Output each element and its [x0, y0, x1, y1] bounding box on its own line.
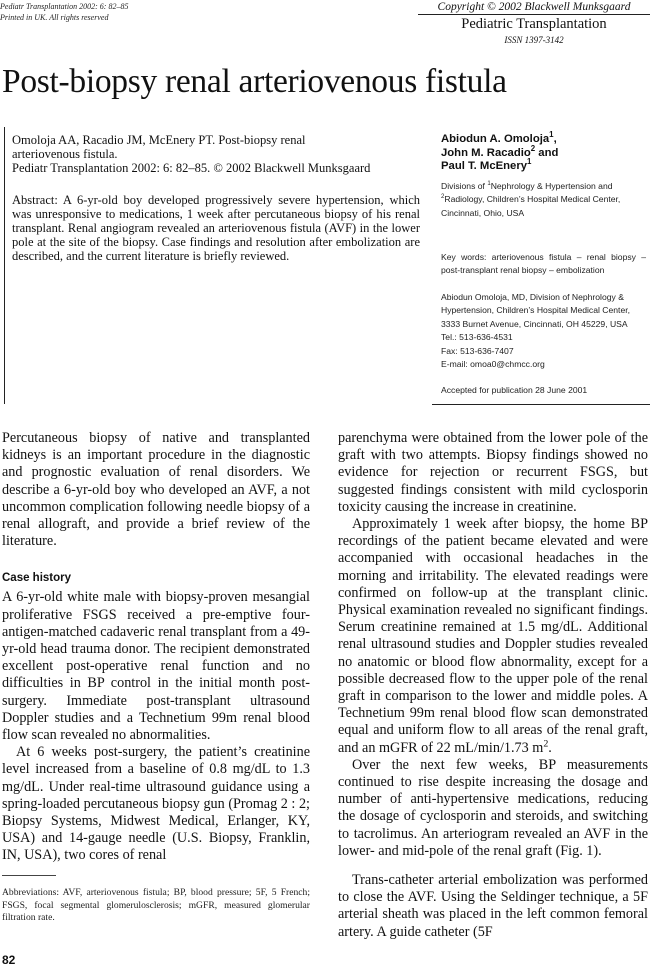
section-heading-case-history: Case history — [2, 572, 72, 585]
journal-citation-header — [0, 2, 128, 23]
page-number: 82 — [2, 953, 16, 967]
telephone: Tel.: 513-636-4531 — [441, 332, 513, 343]
correspondence-address — [441, 291, 646, 371]
address-line: Hypertension, Children’s Hospital Medical Center, — [441, 305, 630, 316]
author-3: Paul T. McEnery$^1$ — [441, 157, 532, 172]
affiliations: Divisions of $^1$Nephrology & Hypertension and $^2$Radiology, Children’s Hospital Medical Center, Cincinnati, Ohio, USA — [441, 181, 621, 218]
abbreviations-footnote: Abbreviations: AVF, arteriovenous fistula; BP, blood pressure; 5F, 5 French; FSGS, focal segmental glomerulosclerosis; mGFR, measured glomerular filtration rate. — [2, 887, 310, 923]
address-line: 3333 Burnet Avenue, Cincinnati, OH 45229, USA — [441, 318, 628, 329]
address-line: Abiodun Omoloja, MD, Division of Nephrology & — [441, 292, 624, 302]
body-paragraph: parenchyma were obtained from the lower pole of the graft with two attempts. Biopsy findings showed no evidence for rejection or recurrent FSGS, but suggested findings consistent with mild cyclosporin toxicity causing the increase in creatinine. — [338, 430, 648, 515]
keywords: Key words: arteriovenous fistula – renal biopsy – post-transplant renal biopsy – embolization — [441, 252, 646, 276]
body-column-right — [338, 430, 648, 941]
email: E-mail: omoa0@chmcc.org — [441, 359, 545, 370]
copyright-notice: Copyright © 2002 Blackwell Munksgaard — [437, 1, 631, 13]
author-2: John M. Racadio$^2$ and — [441, 143, 559, 159]
issn: ISSN 1397-3142 — [504, 35, 564, 45]
article-citation — [12, 133, 422, 175]
author-1: Abiodun A. Omoloja$^1$, — [441, 130, 557, 145]
fax: Fax: 513-636-7407 — [441, 345, 514, 356]
header-rule — [418, 14, 650, 15]
journal-name: Pediatric Transplantation — [461, 16, 607, 32]
article-title: Post-biopsy renal arteriovenous fistula — [2, 63, 507, 100]
accepted-date: Accepted for publication 28 June 2001 — [441, 385, 588, 395]
abstract-left-rule — [4, 127, 5, 404]
abstract: Abstract: A 6-yr-old boy developed progressively severe hypertension, which was unresponsive to medications, 1 week after percutaneous biopsy of his renal transplant. Renal angiogram revealed an arteriovenous fistula (AVF) in the lower pole at the site of the biopsy. Case findings and resolution after embolization are described, and the current literature is briefly reviewed. — [12, 193, 420, 263]
printed-line: Printed in UK. All rights reserved — [0, 12, 109, 22]
body-column-left — [2, 430, 310, 865]
case-paragraph-1: A 6-yr-old white male with biopsy-proven mesangial proliferative FSGS received a pre-emptive four-antigen-matched cadaveric renal transplant from a 49-yr-old head trauma donor. The recipient demonstrated excellent post-operative renal function and no difficulties in BP control in the initial month post-surgery. Immediate post-transplant ultrasound Doppler studies and a Technetium 99m renal blood flow scan revealed no abnormalities. — [2, 589, 310, 744]
case-paragraph-2: At 6 weeks post-surgery, the patient’s creatinine level increased from a baseline of 0.8 mg/dL to 1.3 mg/dL. Under real-time ultrasound guidance using a spring-loaded percutaneous biopsy gun (Promag 2 : 2; Biopsy Systems, Midwest Medical, Erlanger, KY, USA) and 14-gauge needle (U.S. Biopsy, Franklin, IN, USA), two cores of renal — [2, 744, 310, 864]
citation-authors-line: Omoloja AA, Racadio JM, McEnery PT. Post-biopsy renal — [12, 133, 306, 147]
body-paragraph: Over the next few weeks, BP measurements continued to rise despite increasing the dosage and number of anti-hypertensive medications, reducing the dosage of cyclosporin and steroids, and switching to tacrolimus. An arteriogram revealed an AVF in the lower- and mid-pole of the renal graft (Fig. 1). — [338, 756, 648, 859]
citation-title-line: arteriovenous fistula. — [12, 147, 118, 161]
body-paragraph: Trans-catheter arterial embolization was performed to close the AVF. Using the Seldinger technique, a 5F arterial sheath was placed in the left common femoral artery. A guide catheter (5F — [338, 872, 648, 940]
journal-masthead — [424, 0, 644, 46]
body-paragraph: Approximately 1 week after biopsy, the home BP recordings of the patient became elevated and were accompanied with occasional headaches in the morning and irritability. The elevated readings were confirmed on follow-up at the transplant clinic. Physical examination revealed no significant findings. Serum creatinine remained at 1.5 mg/dL. Additional renal ultrasound studies and Doppler studies revealed no anatomic or blood flow abnormality, except for a possible decreased flow to the upper pole of the renal graft in comparison to the lower and middle poles. A Technetium 99m renal blood flow scan demonstrated equal and uniform flow to all areas of the renal graft, and an mGFR of 22 mL/min/1.73 $m^2$. — [338, 516, 648, 756]
intro-paragraph: Percutaneous biopsy of native and transplanted kidneys is an important procedure in the diagnostic and prognostic evaluation of renal disorders. We describe a 6-yr-old boy who developed an AVF, a not uncommon complication following needle biopsy of a renal allograft, and provide a brief review of the literature. — [2, 430, 310, 550]
author-list — [441, 130, 646, 174]
abstract-bottom-rule — [432, 404, 650, 405]
citation-line: Pediatr Transplantation 2002: 6: 82–85 — [0, 2, 129, 11]
citation-journal-line: Pediatr Transplantation 2002: 6: 82–85. © 2002 Blackwell Munksgaard — [12, 161, 371, 175]
footnote-rule — [2, 875, 56, 876]
